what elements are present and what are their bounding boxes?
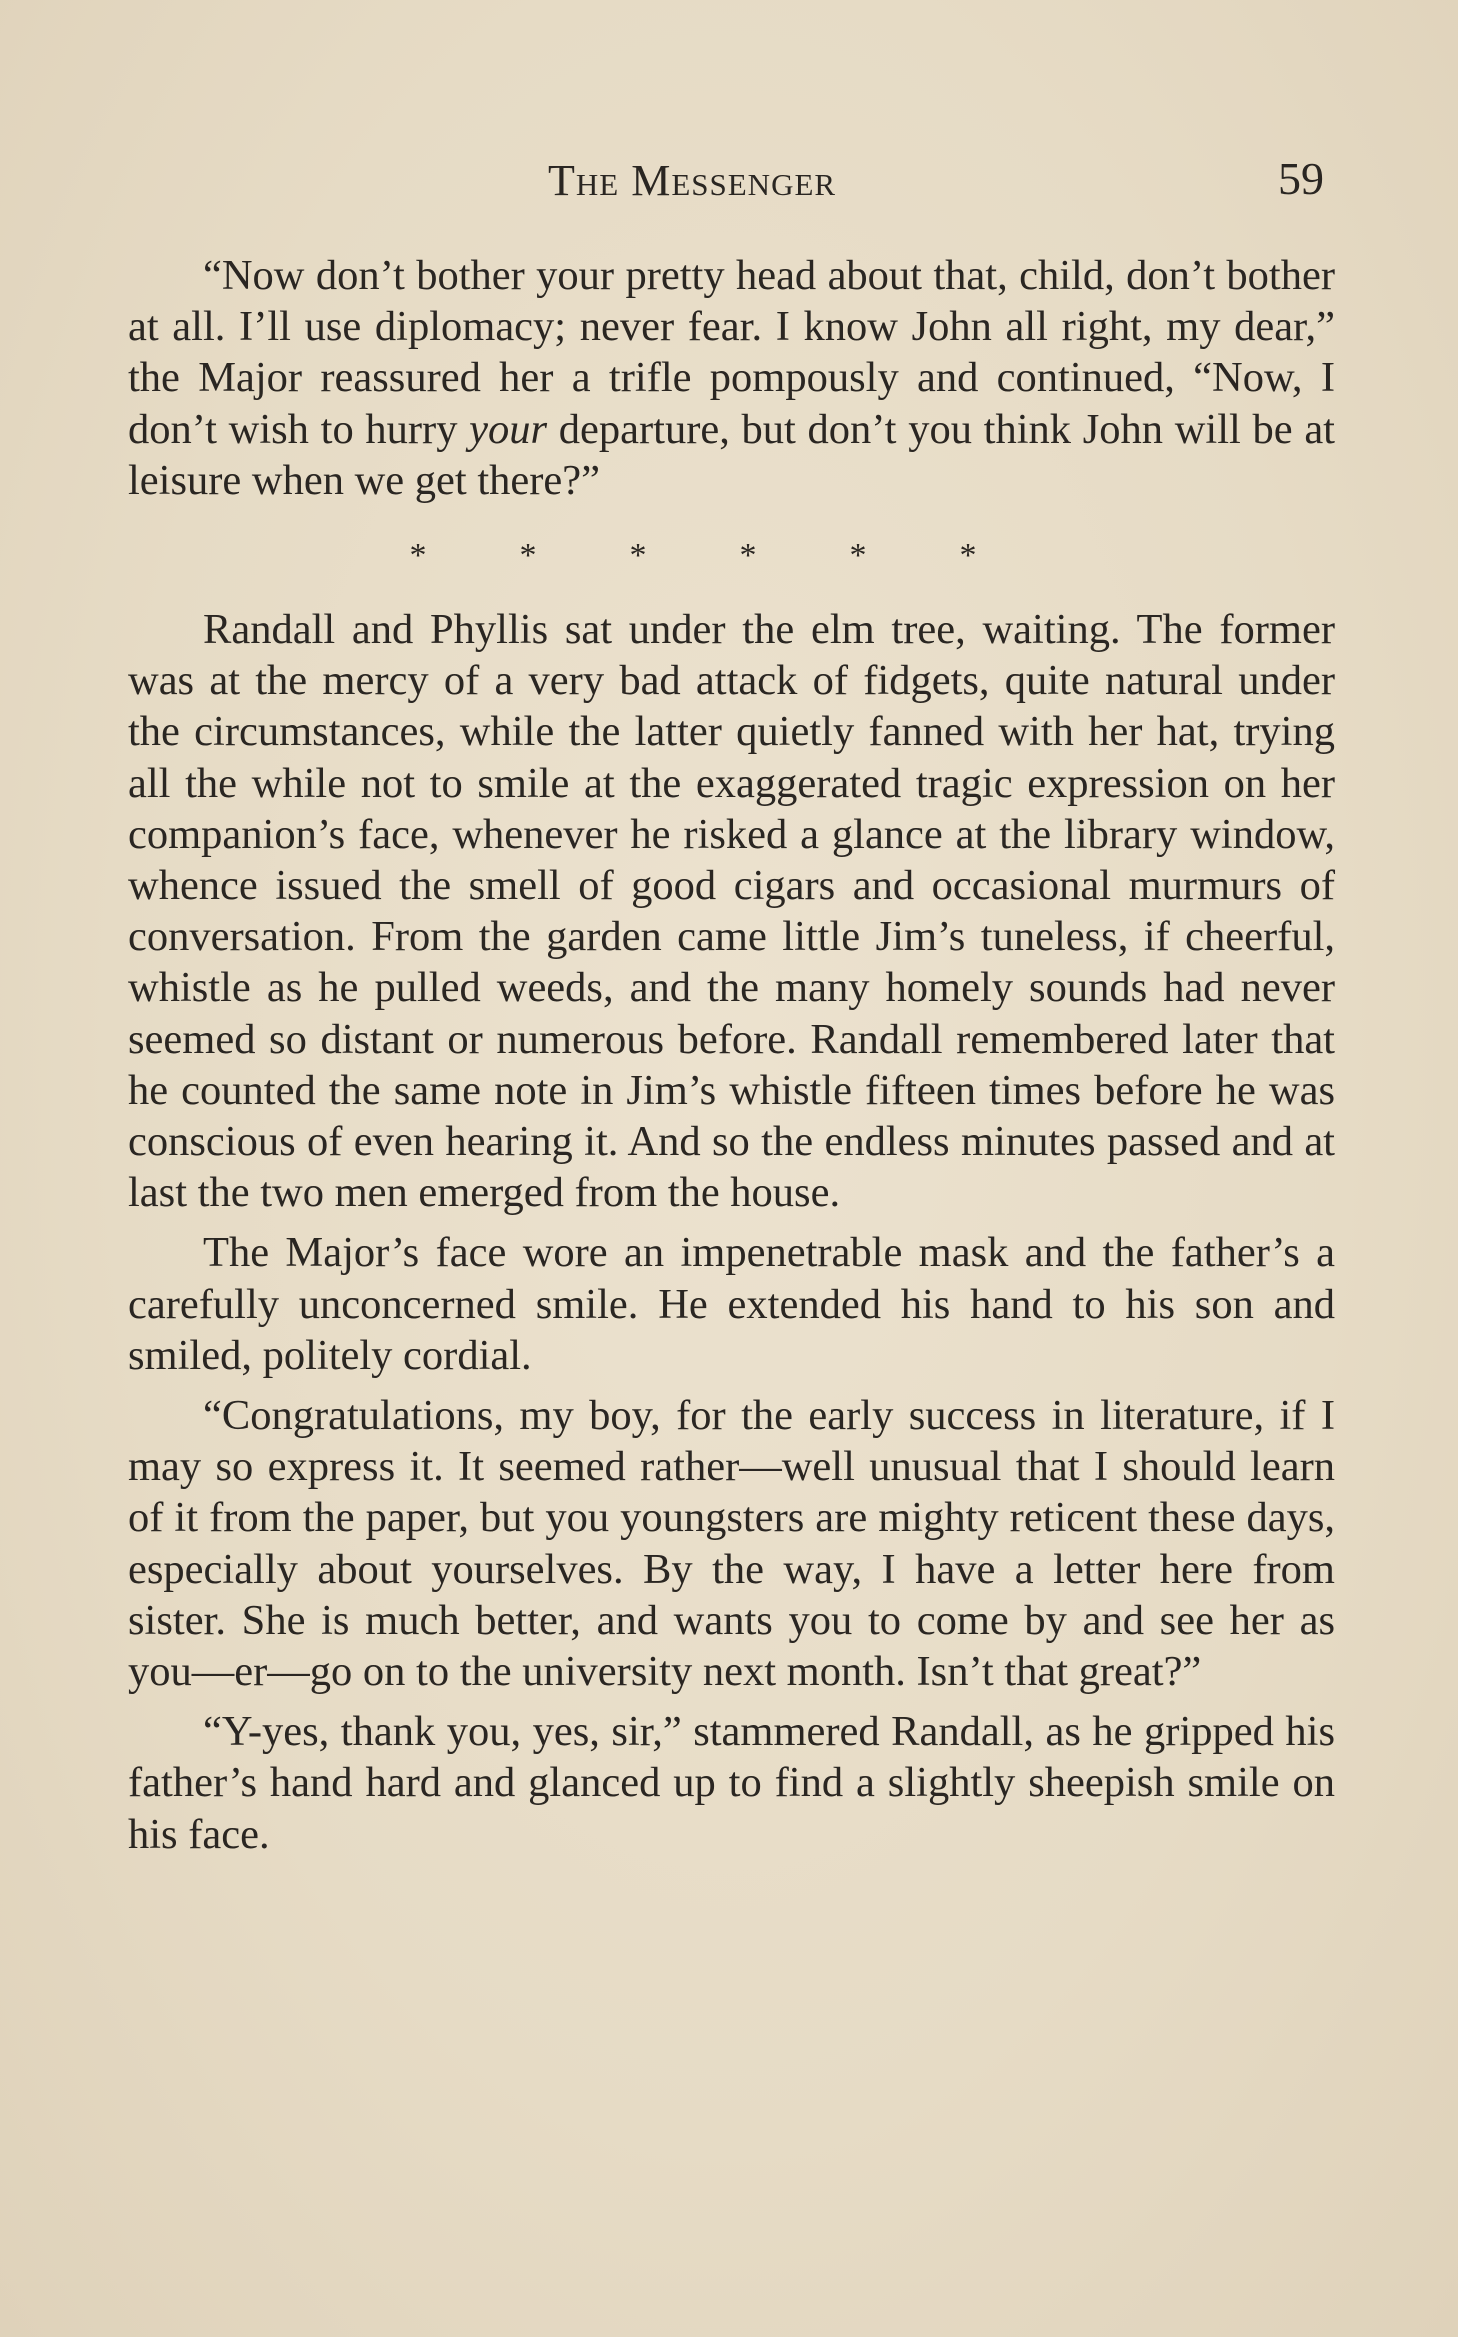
paragraph-2: Randall and Phyllis sat under the elm tree, waiting. The former was at the mercy of a very bad attack of fidgets, quite natural under the circumstances, while the latter quietly fanned with her hat, trying all the while not to smile at the exaggerated tragic expression on her companion’s face, whenever he risked a glance at the library window, whence issued the smell of good cigars and occasional murmurs of conversation. From the garden came little Jim’s tuneless, if cheerful, whistle as he pulled weeds, and the many homely sounds had never seemed so distant or numerous before. Randall remembered later that he counted the same note in Jim’s whistle fifteen times before he was conscious of even hearing it. And so the endless minutes passed and at last the two men emerged from the house. bbox=[128, 606, 1335, 1217]
asterisk-3: * bbox=[629, 536, 647, 574]
asterisk-1: * bbox=[409, 536, 427, 574]
emphasis-your: your bbox=[469, 405, 548, 453]
paragraph-3: The Major’s face wore an impenetrable mask and the father’s a carefully unconcerned smile. He extended his hand to his son and smiled, politely cordial. bbox=[128, 1229, 1335, 1379]
asterisk-6: * bbox=[959, 536, 977, 574]
asterisk-2: * bbox=[519, 536, 537, 574]
asterisk-5: * bbox=[849, 536, 867, 574]
paragraph-4: “Congratulations, my boy, for the early success in literature, if I may so express it. It seemed rather—well unusual that I should learn of it from the paper, but you youngsters are mighty reticent these days, especially about yourselves. By the way, I have a letter here from sister. She is much better, and wants you to come by and see her as you—er—go on to the university next month. Isn’t that great?” bbox=[128, 1392, 1335, 1696]
paragraph-5: “Y-yes, thank you, yes, sir,” stammered Randall, as he gripped his father’s hand hard and glanced up to find a slightly sheepish smile on his face. bbox=[128, 1708, 1335, 1858]
page-body bbox=[128, 250, 1335, 1869]
section-break bbox=[128, 513, 1335, 598]
paragraph-1-start: “Now don’t bother your pretty head about that, child, don’t bother at all. I’ll use diplomacy; never fear. I know John all right, my dear,” the Major reassured her a trifle pompously and continued, “Now, I don’t wish to hurry bbox=[128, 252, 1335, 453]
asterisk-4: * bbox=[739, 536, 757, 574]
paragraph-1 bbox=[128, 250, 1335, 506]
page-number: 59 bbox=[1278, 153, 1324, 204]
paragraph-1-end: departure, but don’t you think John will be at leisure when we get there?” bbox=[128, 405, 1335, 504]
running-title: The Messenger bbox=[548, 156, 837, 205]
